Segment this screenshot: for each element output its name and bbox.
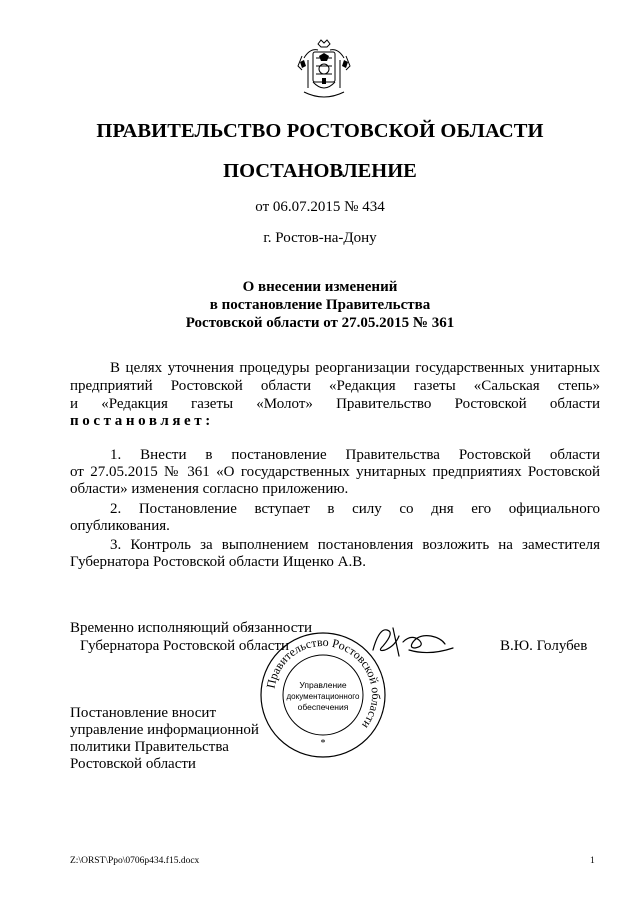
subject-line: в постановление Правительства <box>209 297 431 313</box>
signatory-title: Временно исполняющий обязанности <box>70 620 313 636</box>
submitter-line: Постановление вносит <box>70 705 217 721</box>
item-3-line: Губернатора Ростовской области Ищенко А.В. <box>70 554 366 570</box>
document-type-title: ПОСТАНОВЛЕНИЕ <box>223 160 417 182</box>
submitter-line: управление информационной <box>70 722 259 738</box>
preamble-line: предприятий Ростовской области «Редакция газеты «Сальская степь» <box>70 378 600 394</box>
preamble-line: В целях уточнения процедуры реорганизации государственных унитарных <box>110 360 600 376</box>
submitter-line: Ростовской области <box>70 756 196 772</box>
stamp-inner-line: документационного <box>286 692 360 701</box>
coat-of-arms-emblem <box>296 38 352 102</box>
signatory-title: Губернатора Ростовской области <box>80 638 290 654</box>
stamp-star: * <box>320 738 326 749</box>
stamp-inner-line: обеспечения <box>297 702 349 712</box>
item-1-line: области» изменения согласно приложению. <box>70 481 349 497</box>
item-3-line: 3. Контроль за выполнением постановления возложить на заместителя <box>110 537 600 553</box>
signatory-name: В.Ю. Голубев <box>500 638 588 654</box>
file-path-footer: Z:\ORST\Ppo\0706p434.f15.docx <box>70 856 200 866</box>
page-number: 1 <box>590 856 595 866</box>
subject-line: Ростовской области от 27.05.2015 № 361 <box>185 315 455 331</box>
organization-title: ПРАВИТЕЛЬСТВО РОСТОВСКОЙ ОБЛАСТИ <box>96 120 544 142</box>
preamble-line: и «Редакция газеты «Молот» Правительство Ростовской области <box>70 396 600 412</box>
subject-line: О внесении изменений <box>242 279 398 295</box>
item-2-line: опубликования. <box>70 518 170 534</box>
decree-word: постановляет: <box>70 413 214 429</box>
document-date-number: от 06.07.2015 № 434 <box>255 199 385 215</box>
item-2-line: 2. Постановление вступает в силу со дня его официального <box>110 501 600 517</box>
stamp-inner-line: Управление <box>299 680 347 690</box>
official-seal-stamp <box>258 630 388 760</box>
document-subject <box>0 278 640 332</box>
item-1-line: от 27.05.2015 № 361 «О государственных унитарных предприятиях Ростовской <box>70 464 600 480</box>
document-city: г. Ростов-на-Дону <box>263 230 377 246</box>
item-1-line: 1. Внести в постановление Правительства Ростовской области <box>110 447 600 463</box>
submitter-line: политики Правительства <box>70 739 229 755</box>
stamp-ring-text: Правительство Ростовской области <box>263 634 384 732</box>
